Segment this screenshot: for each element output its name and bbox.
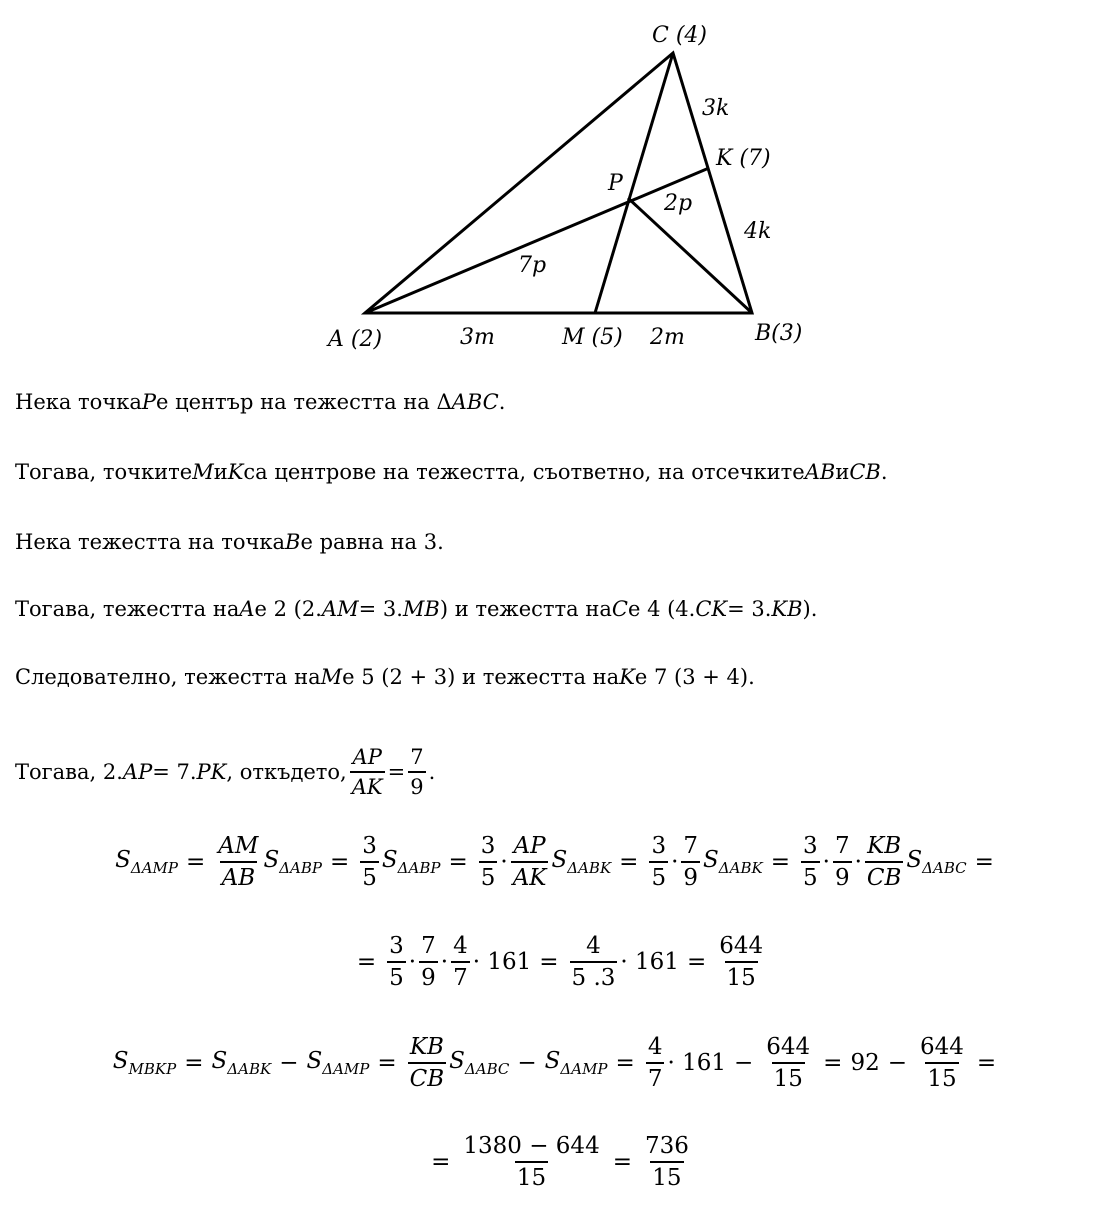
denominator: 7 [646, 1062, 665, 1092]
numerator: 3 [362, 833, 377, 859]
label-p: P [608, 171, 623, 196]
math-variable: B [285, 530, 301, 554]
text: е 5 (2 + 3) и тежестта на [342, 665, 620, 689]
text: и [213, 460, 228, 484]
operator: = [976, 1050, 997, 1076]
numerator: 644 [766, 1034, 811, 1060]
denominator: AK [350, 771, 385, 799]
area-s: S [263, 847, 280, 873]
text: · 161 [667, 1050, 726, 1076]
text: · [671, 849, 679, 875]
label-a: A (2) [328, 327, 383, 352]
area-subscript: ΔAMP [322, 1060, 370, 1078]
math-variable: KB [771, 597, 803, 621]
numerator: 3 [802, 833, 818, 859]
paragraph [15, 597, 817, 621]
numerator: 4 [586, 933, 601, 959]
area-subscript: MBKP [128, 1060, 177, 1078]
text: · 161 [620, 949, 679, 975]
area-s: S [703, 847, 719, 873]
area-symbol [263, 847, 322, 877]
math-variable: AP [122, 760, 153, 784]
math-variable: P [141, 390, 156, 414]
fraction [216, 833, 260, 891]
area-symbol [306, 1048, 369, 1078]
area-symbol [212, 1048, 272, 1078]
numerator: 7 [410, 745, 424, 769]
area-s: S [211, 1048, 228, 1074]
text: . [428, 760, 436, 784]
text: е 7 (3 + 4). [634, 665, 755, 689]
text: са центрове на тежестта, съответно, на отсечките [243, 460, 805, 484]
denominator: AK [511, 861, 549, 891]
text: = 3. [358, 597, 403, 621]
operator: = [974, 849, 994, 875]
area-symbol [703, 847, 763, 877]
operator: = [619, 849, 639, 875]
denominator: 5 [479, 861, 498, 891]
math-variable: K [227, 460, 244, 484]
math-variable: K [619, 665, 635, 689]
paragraph [15, 530, 444, 554]
numerator: 3 [651, 833, 667, 859]
triangle-abc [365, 53, 752, 313]
operator: = [377, 1050, 397, 1076]
denominator: 5 [387, 961, 406, 991]
area-subscript: ΔABP [279, 859, 322, 877]
area-s: S [112, 1048, 129, 1074]
operator: = [329, 849, 350, 875]
numerator: 3 [480, 833, 496, 859]
area-subscript: ΔABK [718, 859, 763, 877]
text: = 3. [727, 597, 772, 621]
text: · [854, 849, 862, 875]
area-s: S [381, 847, 398, 873]
math-variable: M [192, 460, 214, 484]
operator: = [615, 1050, 635, 1076]
area-symbol [551, 847, 611, 877]
label-b: B(3) [755, 321, 803, 346]
fraction [649, 833, 668, 891]
label-m: M (5) [562, 325, 623, 350]
math-variable: C [611, 597, 628, 621]
denominator: 7 [451, 961, 470, 991]
area-subscript: ΔABK [567, 859, 612, 877]
area-s: S [449, 1048, 465, 1074]
text: е 2 (2. [254, 597, 322, 621]
math-variable: PK [196, 760, 227, 784]
operator: = [448, 849, 468, 875]
operator: = [356, 949, 377, 975]
fraction [408, 745, 425, 799]
text: ). [802, 597, 818, 621]
area-subscript: ΔABC [922, 859, 967, 877]
paragraph [15, 665, 755, 689]
fraction [764, 1034, 812, 1092]
text: 92 [850, 1050, 880, 1076]
text: , откъдето, [226, 760, 347, 784]
denominator: 9 [408, 771, 425, 799]
operator: = [539, 949, 559, 975]
math-variable: ABC [451, 390, 499, 414]
text: и [835, 460, 850, 484]
fraction [461, 1133, 601, 1191]
numerator: 1380 − 644 [463, 1133, 600, 1159]
fraction [918, 1034, 966, 1092]
fraction [451, 933, 470, 991]
area-subscript: ΔABP [397, 859, 441, 877]
fraction [511, 833, 549, 891]
denominator: 9 [419, 961, 438, 991]
fraction [681, 833, 700, 891]
math-variable: CB [849, 460, 881, 484]
area-symbol [449, 1048, 509, 1078]
text: Нека точка [15, 390, 142, 414]
fraction [833, 833, 852, 891]
area-symbol [115, 847, 178, 877]
label-3k: 3k [702, 96, 730, 121]
operator: − [733, 1050, 754, 1076]
denominator: 5 .3 [570, 961, 618, 991]
equation [0, 924, 1117, 1000]
numerator: AM [218, 833, 259, 859]
text: Следователно, тежестта на [15, 665, 321, 689]
operator: = [431, 1149, 451, 1175]
area-symbol [113, 1048, 176, 1078]
area-subscript: ΔABK [227, 1060, 272, 1078]
text: · [440, 949, 449, 975]
text: · [822, 849, 830, 875]
fraction [479, 833, 498, 891]
denominator: 15 [772, 1062, 805, 1092]
numerator: 7 [683, 833, 699, 859]
label-4k: 4k [744, 219, 772, 244]
numerator: KB [409, 1034, 444, 1060]
label-2p: 2p [664, 191, 693, 216]
area-subscript: ΔAMP [560, 1060, 608, 1078]
text: ) и тежестта на [439, 597, 612, 621]
area-subscript: ΔAMP [130, 859, 178, 877]
numerator: 4 [647, 1034, 663, 1060]
numerator: 736 [644, 1133, 689, 1159]
equation [0, 824, 1117, 900]
operator: − [887, 1050, 908, 1076]
numerator: 7 [421, 933, 436, 959]
operator: = [823, 1050, 843, 1076]
numerator: AP [352, 745, 382, 769]
fraction [643, 1133, 691, 1191]
denominator: 15 [515, 1161, 548, 1191]
math-variable: CK [695, 597, 728, 621]
text: е 4 (4. [627, 597, 696, 621]
text: Тогава, тежестта на [15, 597, 240, 621]
equation [0, 1025, 1117, 1101]
paragraph [15, 390, 505, 414]
text: · [408, 949, 417, 975]
numerator: 644 [920, 1034, 964, 1060]
fraction [419, 933, 438, 991]
text: = 7. [152, 760, 197, 784]
label-3m: 3m [460, 325, 495, 350]
operator: = [184, 1050, 204, 1076]
text: . [498, 390, 506, 414]
fraction [360, 833, 379, 891]
denominator: 15 [650, 1161, 683, 1191]
numerator: 644 [719, 933, 764, 959]
operator: = [770, 849, 790, 875]
paragraph [15, 745, 435, 799]
denominator: 15 [725, 961, 758, 991]
text: · 161 [472, 949, 532, 975]
denominator: 5 [649, 861, 668, 891]
fraction [570, 933, 618, 991]
text: е равна на 3. [300, 530, 444, 554]
denominator: 15 [925, 1062, 958, 1092]
fraction [646, 1034, 665, 1092]
text: Тогава, точките [15, 460, 193, 484]
text: = [387, 760, 406, 784]
numerator: 4 [453, 933, 468, 959]
label-7p: 7p [518, 253, 547, 278]
denominator: 5 [360, 861, 379, 891]
median-cm [595, 53, 673, 313]
text: . [880, 460, 888, 484]
fraction [801, 833, 820, 891]
area-s: S [115, 847, 131, 873]
triangle-diagram [0, 0, 1117, 360]
area-subscript: ΔABC [464, 1060, 510, 1078]
area-symbol [906, 847, 966, 877]
operator: = [612, 1149, 632, 1175]
denominator: CB [408, 1062, 447, 1092]
fraction [387, 933, 406, 991]
text: Тогава, 2. [15, 760, 123, 784]
denominator: 5 [801, 861, 820, 891]
operator: − [517, 1050, 537, 1076]
denominator: 9 [833, 861, 852, 891]
operator: = [686, 949, 707, 975]
paragraph [15, 460, 888, 484]
text: · [500, 849, 508, 875]
area-symbol [545, 1048, 608, 1078]
text: е център на тежестта на Δ [156, 390, 452, 414]
area-s: S [551, 847, 568, 873]
label-2m: 2m [650, 325, 685, 350]
equation [0, 1124, 1117, 1200]
math-variable: AB [804, 460, 836, 484]
denominator: CB [865, 861, 904, 891]
area-s: S [544, 1048, 561, 1074]
area-s: S [906, 847, 923, 873]
operator: − [279, 1050, 299, 1076]
fraction [408, 1034, 447, 1092]
math-variable: MB [402, 597, 440, 621]
math-variable: A [239, 597, 255, 621]
label-c: C (4) [652, 23, 707, 48]
denominator: 9 [681, 861, 700, 891]
numerator: 3 [389, 933, 404, 959]
cevian-ak [365, 168, 709, 313]
denominator: AB [220, 861, 258, 891]
numerator: KB [867, 833, 902, 859]
label-k: K (7) [716, 146, 771, 171]
operator: = [185, 849, 206, 875]
numerator: 7 [834, 833, 850, 859]
fraction [717, 933, 765, 991]
fraction [350, 745, 385, 799]
area-s: S [306, 1048, 323, 1074]
area-symbol [382, 847, 441, 877]
text: Нека тежестта на точка [15, 530, 286, 554]
math-variable: AM [321, 597, 359, 621]
numerator: AP [513, 833, 546, 859]
fraction [865, 833, 904, 891]
math-variable: M [320, 665, 343, 689]
